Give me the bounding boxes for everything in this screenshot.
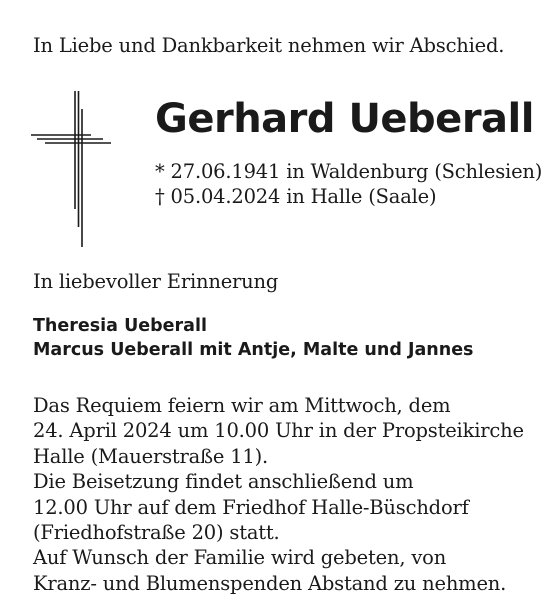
service-text-line: Das Requiem feiern wir am Mittwoch, dem (33, 394, 451, 417)
service-text-line: 12.00 Uhr auf dem Friedhof Halle-Büschdorf (33, 495, 469, 519)
memory-line: In liebevoller Erinnerung (33, 270, 279, 293)
mourner-name: Marcus Ueberall mit Antje, Malte und Jannes (33, 340, 474, 360)
death-info: † 05.04.2024 in Halle (Saale) (155, 185, 437, 208)
service-text-line: Halle (Mauerstraße 11). (33, 444, 269, 468)
service-text-line: (Friedhofstraße 20) statt. (33, 521, 280, 545)
mourner-name: Theresia Ueberall (33, 316, 207, 336)
service-text-line: 24. April 2024 um 10.00 Uhr in der Propsteikirche (33, 419, 524, 443)
birth-info: * 27.06.1941 in Waldenburg (Schlesien) (155, 160, 543, 183)
service-details (33, 393, 533, 596)
service-text-line: Kranz- und Blumenspenden Abstand zu nehmen. (33, 571, 507, 595)
service-text-line: Die Beisetzung findet anschließend um (33, 470, 414, 494)
deceased-name: Gerhard Ueberall (155, 96, 534, 142)
intro-line: In Liebe und Dankbarkeit nehmen wir Abschied. (33, 34, 505, 57)
service-text-line: Auf Wunsch der Familie wird gebeten, von (33, 546, 447, 570)
cross-icon (31, 91, 111, 247)
